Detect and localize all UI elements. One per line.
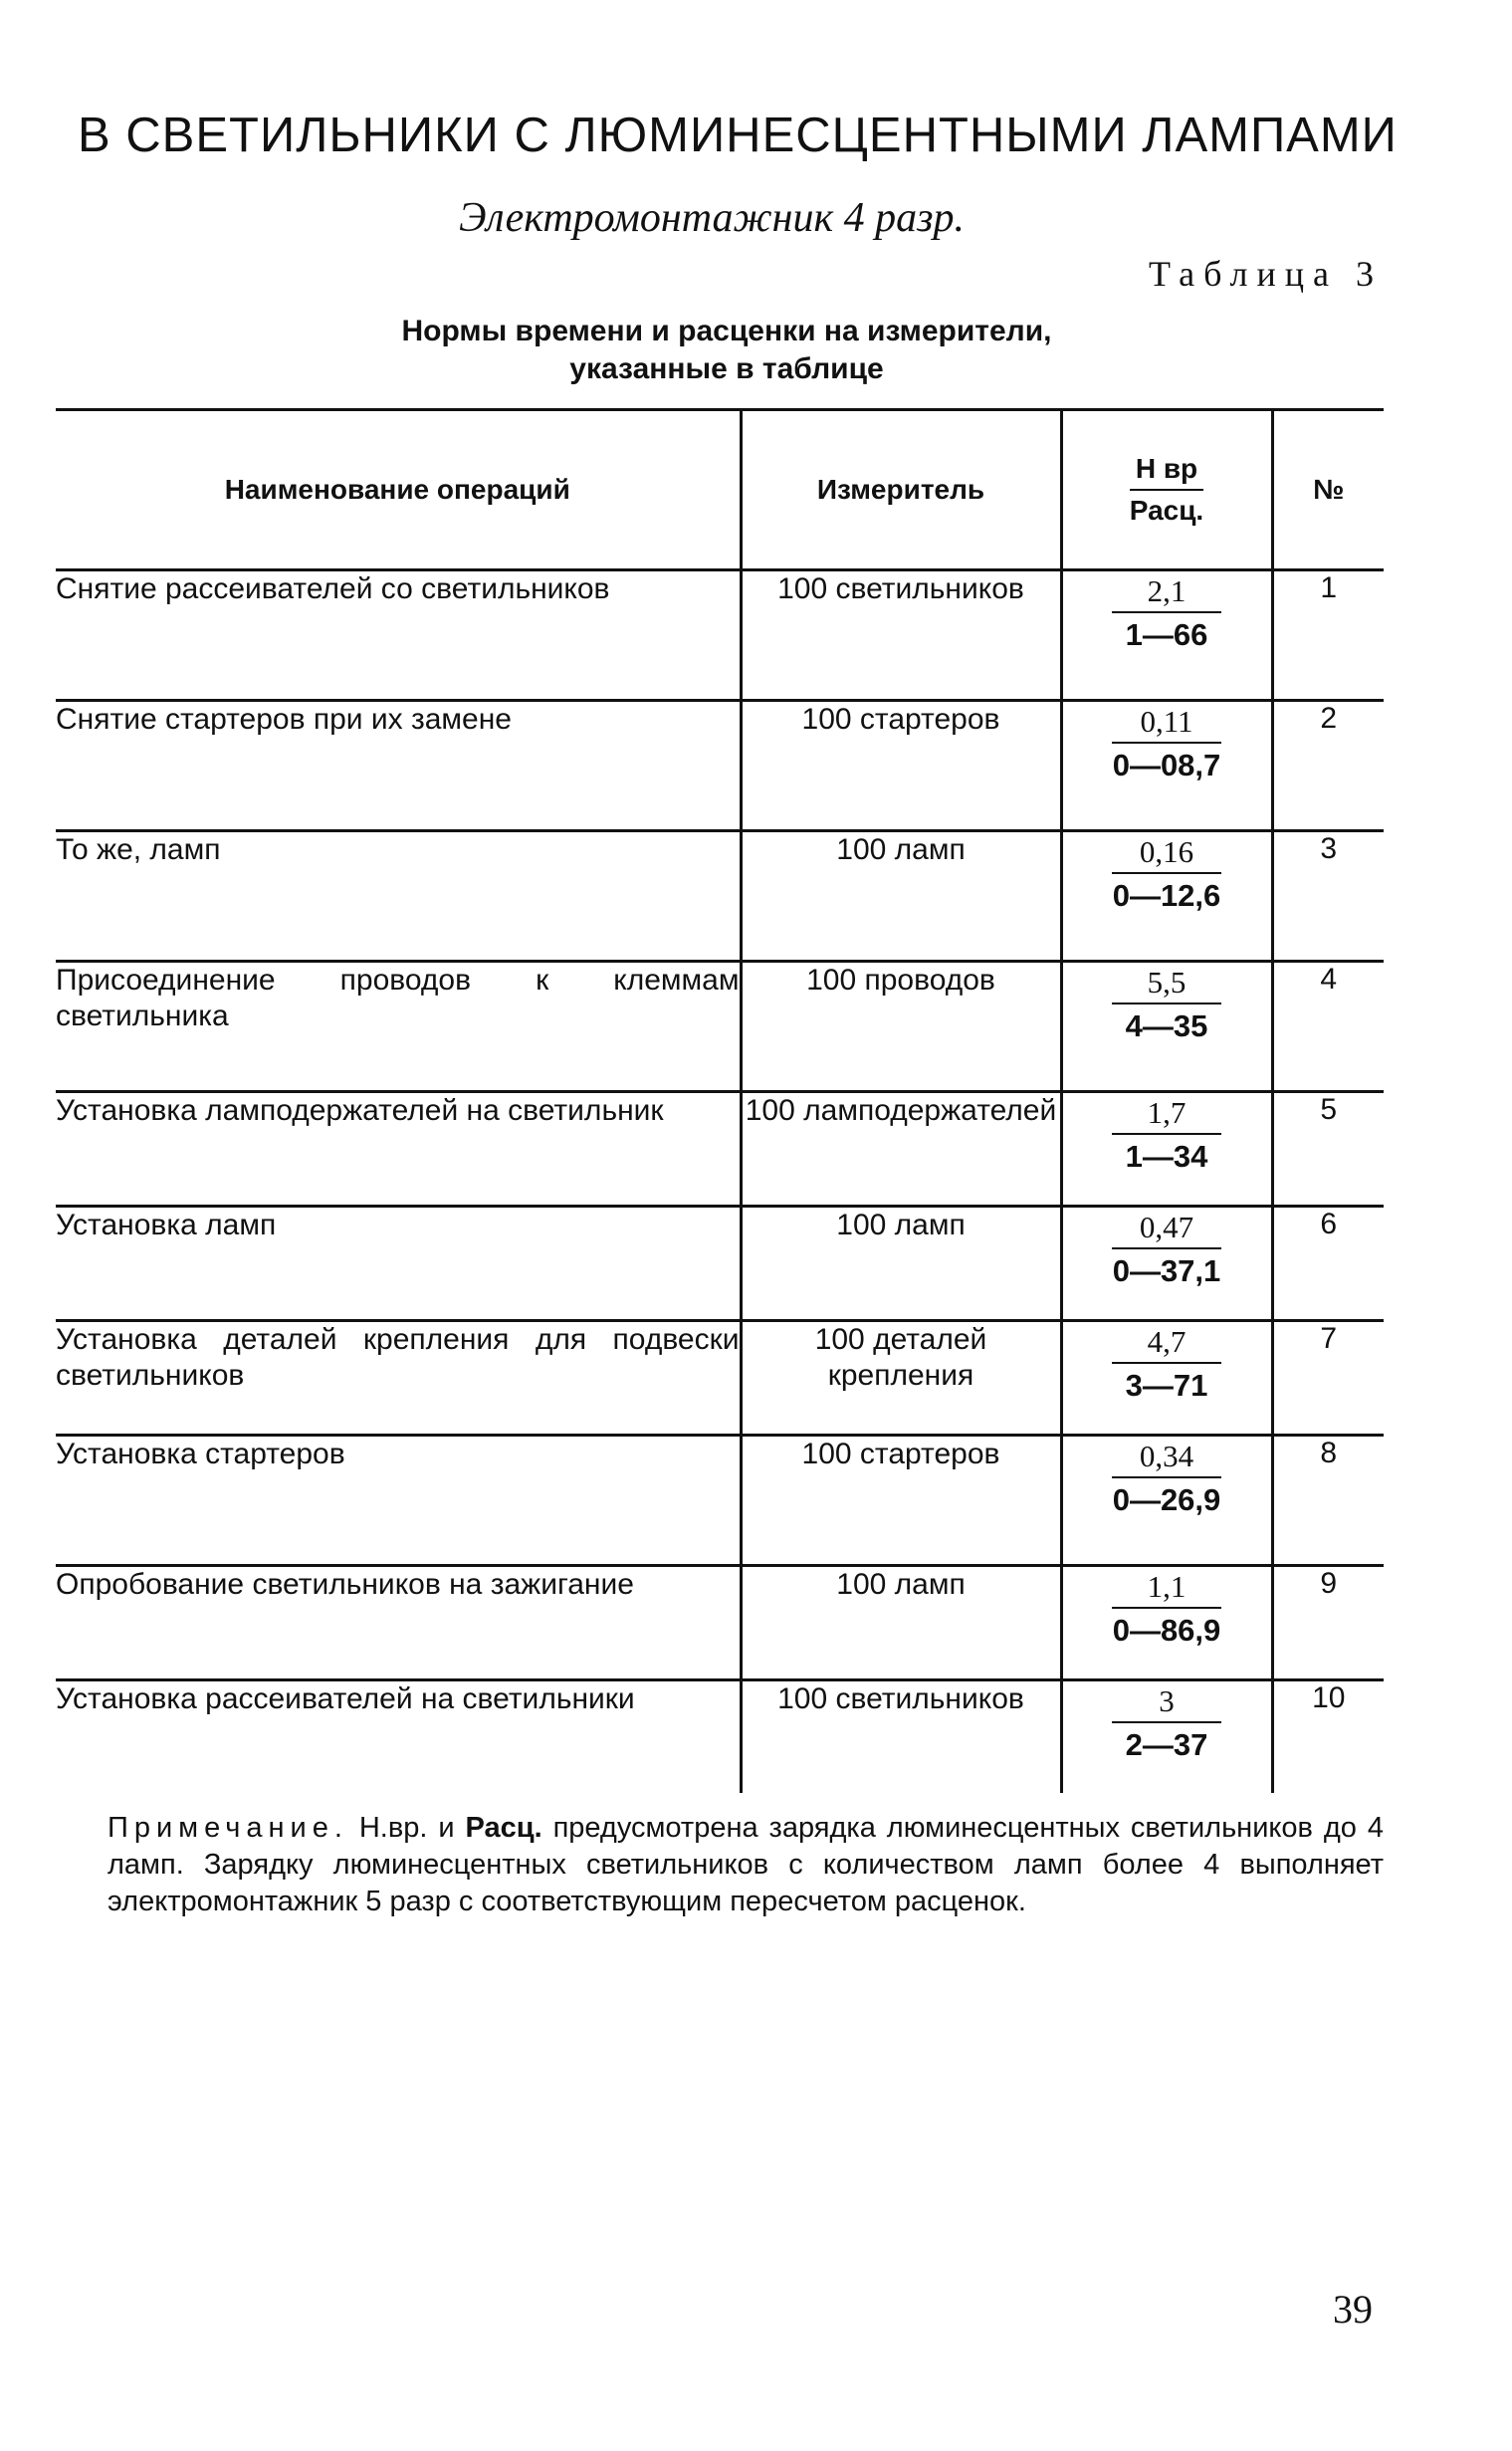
table-row xyxy=(56,831,1384,962)
header-measure: Измеритель xyxy=(741,410,1061,570)
note-text-2: предусмотрена зарядка люминесцентных светильников до 4 ламп. Зарядку люминесцентных светильников с количеством ламп более 4 выполняет электромонтажник 5 разр с соответствующим пересчетом расценок. xyxy=(108,1812,1384,1917)
caption-line-2: указанные в таблице xyxy=(569,352,884,385)
rate: 0—12,6 xyxy=(1112,878,1221,913)
table-row xyxy=(56,1092,1384,1207)
operation-cell: Установка деталей крепления для подвески светильников xyxy=(56,1321,741,1436)
operation-cell: Снятие рассеивателей со светильников xyxy=(56,570,741,701)
measure-cell: 100 деталей крепления xyxy=(741,1321,1061,1436)
norm-time: 1,7 xyxy=(1112,1093,1221,1135)
norm-rate-cell xyxy=(1061,1207,1272,1321)
norms-table xyxy=(56,408,1384,1793)
header-fraction xyxy=(1130,449,1203,531)
row-number: 3 xyxy=(1272,831,1384,962)
measure-cell: 100 стартеров xyxy=(741,1436,1061,1566)
section-title: В СВЕТИЛЬНИКИ С ЛЮМИНЕСЦЕНТНЫМИ ЛАМПАМИ xyxy=(78,109,1398,162)
measure-cell: 100 светильников xyxy=(741,1680,1061,1794)
table-row xyxy=(56,701,1384,831)
page-number: 39 xyxy=(1333,2287,1373,2332)
row-number: 9 xyxy=(1272,1566,1384,1680)
row-number: 7 xyxy=(1272,1321,1384,1436)
rate: 1—34 xyxy=(1125,1139,1208,1174)
measure-cell: 100 ламподержателей xyxy=(741,1092,1061,1207)
row-number: 10 xyxy=(1272,1680,1384,1794)
norm-rate-cell xyxy=(1061,962,1272,1092)
norm-rate-cell xyxy=(1061,1321,1272,1436)
rate: 0—26,9 xyxy=(1112,1482,1221,1517)
row-number: 5 xyxy=(1272,1092,1384,1207)
operation-cell: Установка ламп xyxy=(56,1207,741,1321)
header-number: № xyxy=(1272,410,1384,570)
measure-cell: 100 проводов xyxy=(741,962,1061,1092)
rate: 0—08,7 xyxy=(1112,748,1221,782)
operation-cell: Присоединение проводов к клеммам светильника xyxy=(56,962,741,1092)
norm-time: 2,1 xyxy=(1112,571,1221,613)
header-norm-rate xyxy=(1061,410,1272,570)
measure-cell: 100 ламп xyxy=(741,1566,1061,1680)
table-row xyxy=(56,570,1384,701)
note-lead: Примечание. xyxy=(108,1812,348,1844)
table-header-row xyxy=(56,410,1384,570)
table-row xyxy=(56,1207,1384,1321)
norm-time: 0,11 xyxy=(1112,702,1221,744)
operation-cell: Установка ламподержателей на светильник xyxy=(56,1092,741,1207)
rate: 0—37,1 xyxy=(1112,1253,1221,1288)
measure-cell: 100 светильников xyxy=(741,570,1061,701)
norm-time: 4,7 xyxy=(1112,1322,1221,1364)
note-bold-term: Расц. xyxy=(465,1812,542,1844)
row-number: 6 xyxy=(1272,1207,1384,1321)
table-row xyxy=(56,1321,1384,1436)
table-caption xyxy=(319,313,1135,388)
norm-rate-cell xyxy=(1061,1436,1272,1566)
norm-rate-cell xyxy=(1061,1092,1272,1207)
norm-time: 0,47 xyxy=(1112,1208,1221,1249)
measure-cell: 100 ламп xyxy=(741,1207,1061,1321)
norm-time: 0,34 xyxy=(1112,1437,1221,1478)
table-note xyxy=(108,1810,1384,1920)
operation-cell: Снятие стартеров при их замене xyxy=(56,701,741,831)
caption-line-1: Нормы времени и расценки на измерители, xyxy=(401,315,1052,347)
worker-grade-subtitle: Электромонтажник 4 разр. xyxy=(459,195,965,241)
row-number: 4 xyxy=(1272,962,1384,1092)
row-number: 8 xyxy=(1272,1436,1384,1566)
rate: 2—37 xyxy=(1125,1727,1208,1762)
table-row xyxy=(56,962,1384,1092)
rate: 3—71 xyxy=(1125,1368,1208,1403)
norm-rate-cell xyxy=(1061,701,1272,831)
norm-time: 3 xyxy=(1112,1681,1221,1723)
norm-rate-cell xyxy=(1061,570,1272,701)
table-number: Таблица 3 xyxy=(1149,254,1383,294)
measure-cell: 100 ламп xyxy=(741,831,1061,962)
table-row xyxy=(56,1680,1384,1794)
rate: 4—35 xyxy=(1125,1008,1208,1043)
table-row xyxy=(56,1436,1384,1566)
operation-cell: Установка рассеивателей на светильники xyxy=(56,1680,741,1794)
norm-rate-cell xyxy=(1061,831,1272,962)
header-operation: Наименование операций xyxy=(56,410,741,570)
norm-time: 5,5 xyxy=(1112,963,1221,1004)
header-norm-time: Н вр xyxy=(1130,449,1203,491)
header-rate: Расц. xyxy=(1129,495,1204,526)
operation-cell: Опробование светильников на зажигание xyxy=(56,1566,741,1680)
norm-time: 0,16 xyxy=(1112,832,1221,874)
table-row xyxy=(56,1566,1384,1680)
note-text-1: Н.вр. и xyxy=(358,1812,455,1844)
row-number: 2 xyxy=(1272,701,1384,831)
rate: 0—86,9 xyxy=(1112,1613,1221,1648)
operation-cell: Установка стартеров xyxy=(56,1436,741,1566)
measure-cell: 100 стартеров xyxy=(741,701,1061,831)
norm-rate-cell xyxy=(1061,1680,1272,1794)
row-number: 1 xyxy=(1272,570,1384,701)
operation-cell: То же, ламп xyxy=(56,831,741,962)
rate: 1—66 xyxy=(1125,617,1208,652)
norm-rate-cell xyxy=(1061,1566,1272,1680)
norm-time: 1,1 xyxy=(1112,1567,1221,1609)
